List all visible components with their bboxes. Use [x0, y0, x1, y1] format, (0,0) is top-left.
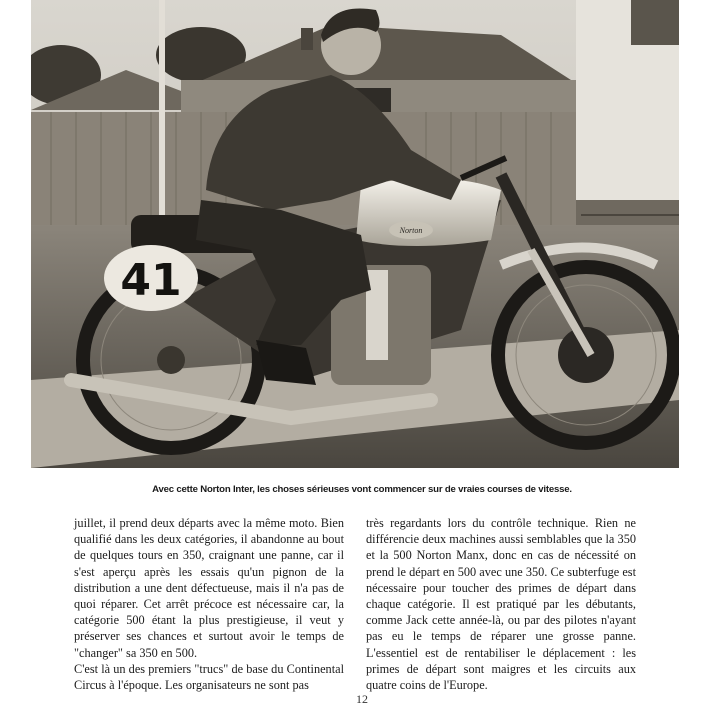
text-column-left: [74, 515, 344, 693]
paragraph: juillet, il prend deux départs avec la même moto. Bien qualifié dans les deux catégories, il abandonne au bout de quelques tours en 350, craignant une panne, car il s'est aperçu après les essais qu'un pignon de la distribution a une dent défectueuse, mais il n'a pas de quoi réparer. Cet arrêt précoce est nécessaire car, la catégorie 500 étant la plus prestigieuse, il veut y préserver ses chances et surtout avoir le temps de "changer" sa 350 en 500.: [74, 516, 344, 660]
paragraph: C'est là un des premiers "trucs" de base du Continental Circus à l'époque. Les organisateurs ne sont pas: [74, 661, 344, 693]
text-column-right: [366, 515, 636, 693]
photo-caption: Avec cette Norton Inter, les choses sérieuses vont commencer sur de vraies courses de vitesse.: [152, 484, 572, 495]
race-number-plate: 41: [120, 255, 182, 306]
paragraph: très regardants lors du contrôle technique. Rien ne différencie deux machines aussi semblables que la 350 et la 500 Norton Manx, donc en cas de nécessité on prend le départ en 500 avec une 350. Ce subterfuge est nécessaire pour toucher des primes de départ dans chaque catégorie. Il est pratiqué par les débutants, comme Jack cette année-là, ou par des pilotes n'ayant pas eu le temps de réparer une grosse panne. L'essentiel est de rentabiliser le déplacement : les primes de départ sont maigres et les circuits aux quatre coins de l'Europe.: [366, 516, 636, 693]
page-number: 12: [356, 692, 368, 706]
tank-badge: Norton: [399, 226, 423, 235]
vintage-motorcycle-photo: [31, 0, 679, 468]
